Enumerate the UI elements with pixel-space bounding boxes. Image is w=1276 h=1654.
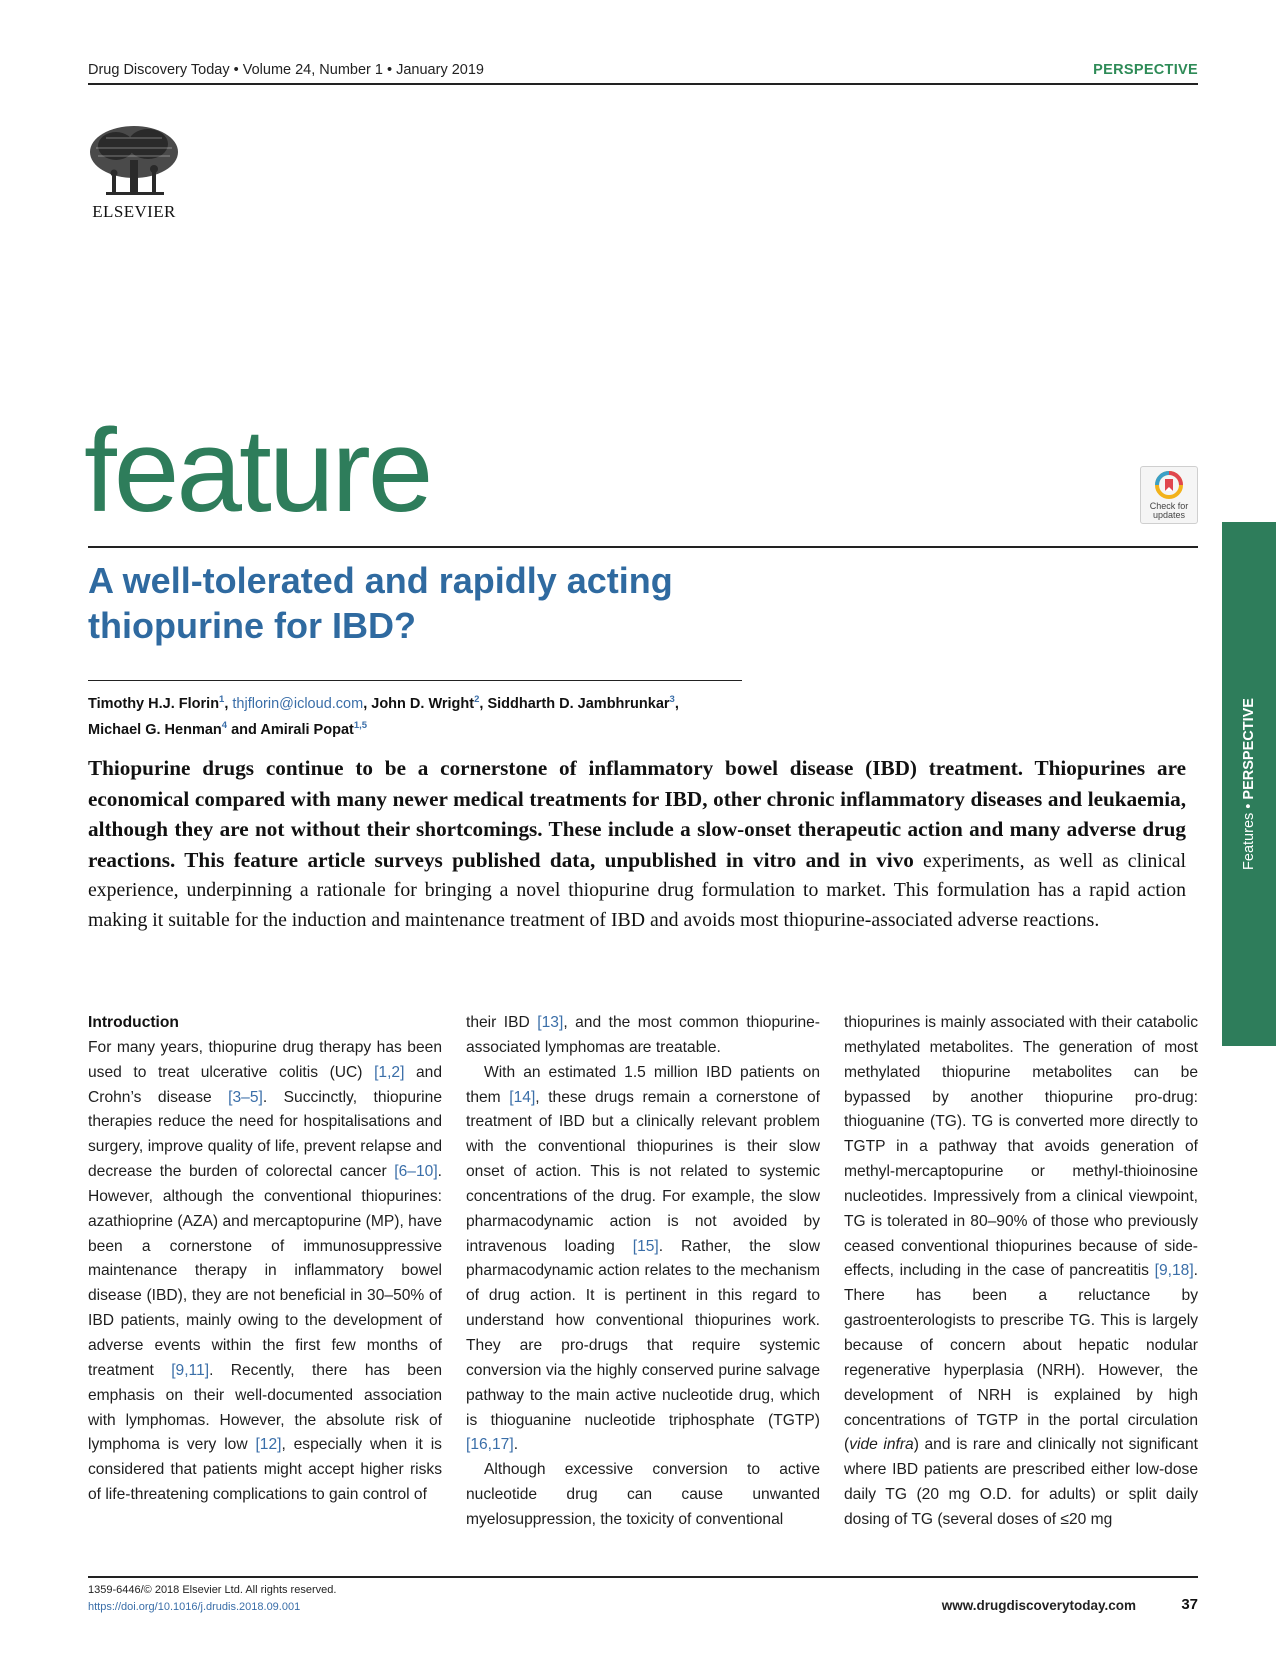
author-name: Michael G. Henman <box>88 721 222 738</box>
section-heading-introduction: Introduction <box>88 1014 179 1031</box>
author-name: John D. Wright <box>371 695 475 712</box>
citation-link[interactable]: [12] <box>255 1436 282 1454</box>
paragraph: With an estimated 1.5 million IBD patients on them [14], these drugs remain a cornerstone of treatment of IBD but a clinically relevant problem with the conventional thiopurines is their slow onset of action. This is not related to systemic concentrations of the drug. For example, the slow pharmacodynamic action is not avoided by intravenous loading [15]. Rather, the slow pharmacodynamic action relates to the mechanism of drug action. It is pertinent in this regard to understand how conventional thiopurines work. They are pro-drugs that require systemic conversion via the highly conserved purine salvage pathway to the main active nucleotide drug, which is thioguanine nucleotide triphosphate (TGTP) [16,17]. <box>466 1063 821 1454</box>
doi-link[interactable]: https://doi.org/10.1016/j.drudis.2018.09.001 <box>88 1601 301 1613</box>
author-email-link[interactable]: thjflorin@icloud.com <box>232 695 364 712</box>
side-tab-label: Features • PERSPECTIVE <box>1241 698 1257 870</box>
section-side-tab <box>1222 522 1276 1046</box>
abstract-bold: Thiopurine drugs continue to be a cornerstone of inflammatory bowel disease (IBD) treatment. Thiopurines are economical compared with many newer medical treatments for IBD, other chronic inflammatory diseases and leukaemia, although they are not without their shortcomings. These include a slow-onset therapeutic action and many adverse drug reactions. This feature article surveys published data, unpublished in vitro and in vivo <box>88 756 1186 872</box>
abstract-regular: experiments, as well as clinical experience, underpinning a rationale for bringing a novel thiopurine drug formulation to market. This formulation has a rapid action making it suitable for the induction and maintenance treatment of IBD and avoids most thiopurine-associated adverse reactions. <box>88 849 1187 931</box>
citation-link[interactable]: [15] <box>632 1237 659 1255</box>
body-column-3 <box>844 1011 1198 1533</box>
author-name: Timothy H.J. Florin <box>88 695 220 712</box>
journal-date: January 2019 <box>396 62 484 78</box>
citation-link[interactable]: [9,11] <box>171 1361 210 1379</box>
citation-link[interactable]: [16,17] <box>466 1436 514 1454</box>
citation-link[interactable]: [6–10] <box>394 1163 438 1181</box>
feature-rule <box>88 546 1198 548</box>
abstract <box>88 754 1186 936</box>
author-name: Siddharth D. Jambhrunkar <box>487 695 670 712</box>
page-number: 37 <box>1181 1596 1198 1613</box>
section-label: PERSPECTIVE <box>1093 62 1198 78</box>
paragraph: Although excessive conversion to active nucleotide drug can cause unwanted myelosuppression, the toxicity of conventional <box>466 1461 820 1528</box>
journal-website[interactable]: www.drugdiscoverytoday.com <box>941 1598 1136 1613</box>
citation-link[interactable]: [9,18] <box>1154 1262 1194 1280</box>
paragraph: For many years, thiopurine drug therapy has been used to treat ulcerative colitis (UC) [1,2] and Crohn’s disease [3–5]. Succinctly, thiopurine therapies reduce the need for hospitalisations and surgery, improve quality of life, prevent relapse and decrease the burden of colorectal cancer [6–10]. However, although the conventional thiopurines: azathioprine (AZA) and mercaptopurine (MP), have been a cornerstone of immunosuppressive maintenance therapy in inflammatory bowel disease (IBD), they are not beneficial in 30–50% of IBD patients, mainly owing to the development of adverse events within the first few months of treatment [9,11]. Recently, there has been emphasis on their well-documented association with lymphomas. However, the absolute risk of lymphoma is very low [12], especially when it is considered that patients might accept higher risks of life-threatening complications to gain control of <box>88 1038 442 1504</box>
author-list: Timothy H.J. Florin$^1$, thjflorin@icloud.com, John D. Wright$^2$, Siddharth D. Jambhrunkar$^3$, Michael G. Henman$^4$ and Amirali Popat$^{1,5}$ <box>88 694 679 738</box>
citation-link[interactable]: [14] <box>509 1088 536 1106</box>
body-column-1 <box>88 1011 442 1508</box>
footer-rule <box>88 1576 1198 1578</box>
citation-link[interactable]: [1,2] <box>374 1063 405 1081</box>
copyright-notice: 1359-6446/© 2018 Elsevier Ltd. All rights reserved. <box>88 1584 337 1596</box>
crossmark-icon <box>1141 469 1197 505</box>
header-rule <box>88 83 1198 85</box>
citation-link[interactable]: [3–5] <box>228 1088 263 1106</box>
check-updates-label: Check for updates <box>1149 501 1189 520</box>
journal-volume: Volume 24, Number 1 <box>242 62 383 78</box>
citation-link[interactable]: [13] <box>537 1014 564 1031</box>
paragraph: their IBD [13], and the most common thiopurine-associated lymphomas are treatable. <box>466 1014 820 1056</box>
article-title: A well-tolerated and rapidly acting thiopurine for IBD? <box>88 560 673 646</box>
author-rule <box>88 680 742 681</box>
journal-name: Drug Discovery Today <box>88 62 230 78</box>
body-column-2 <box>466 1011 820 1533</box>
feature-heading: feature <box>84 405 431 537</box>
running-head: Drug Discovery Today • Volume 24, Number 1 • January 2019 <box>88 62 484 78</box>
elsevier-wordmark: ELSEVIER <box>92 202 176 221</box>
check-for-updates-badge[interactable] <box>1140 466 1198 524</box>
author-name: Amirali Popat <box>260 721 354 738</box>
paragraph: thiopurines is mainly associated with their catabolic methylated metabolites. The generation of most methylated thiopurine metabolites can be bypassed by another thiopurine pro-drug: thioguanine (TG). TG is converted more directly to TGTP in a pathway that avoids generation of methyl-mercaptopurine or methyl-thioinosine nucleotides. Impressively from a clinical viewpoint, TG is tolerated in 80–90% of those who previously ceased conventional thiopurines because of side-effects, including in the case of pancreatitis [9,18]. There has been a reluctance by gastroenterologists to prescribe TG. This is largely because of concern about hepatic nodular regenerative hyperplasia (NRH). However, the development of NRH is explained by high concentrations of TGTP in the portal circulation (vide infra) and is rare and clinically not significant where IBD patients are prescribed either low-dose daily TG (20 mg O.D. for adults) or split daily dosing of TG (several doses of ≤20 mg <box>844 1014 1198 1528</box>
